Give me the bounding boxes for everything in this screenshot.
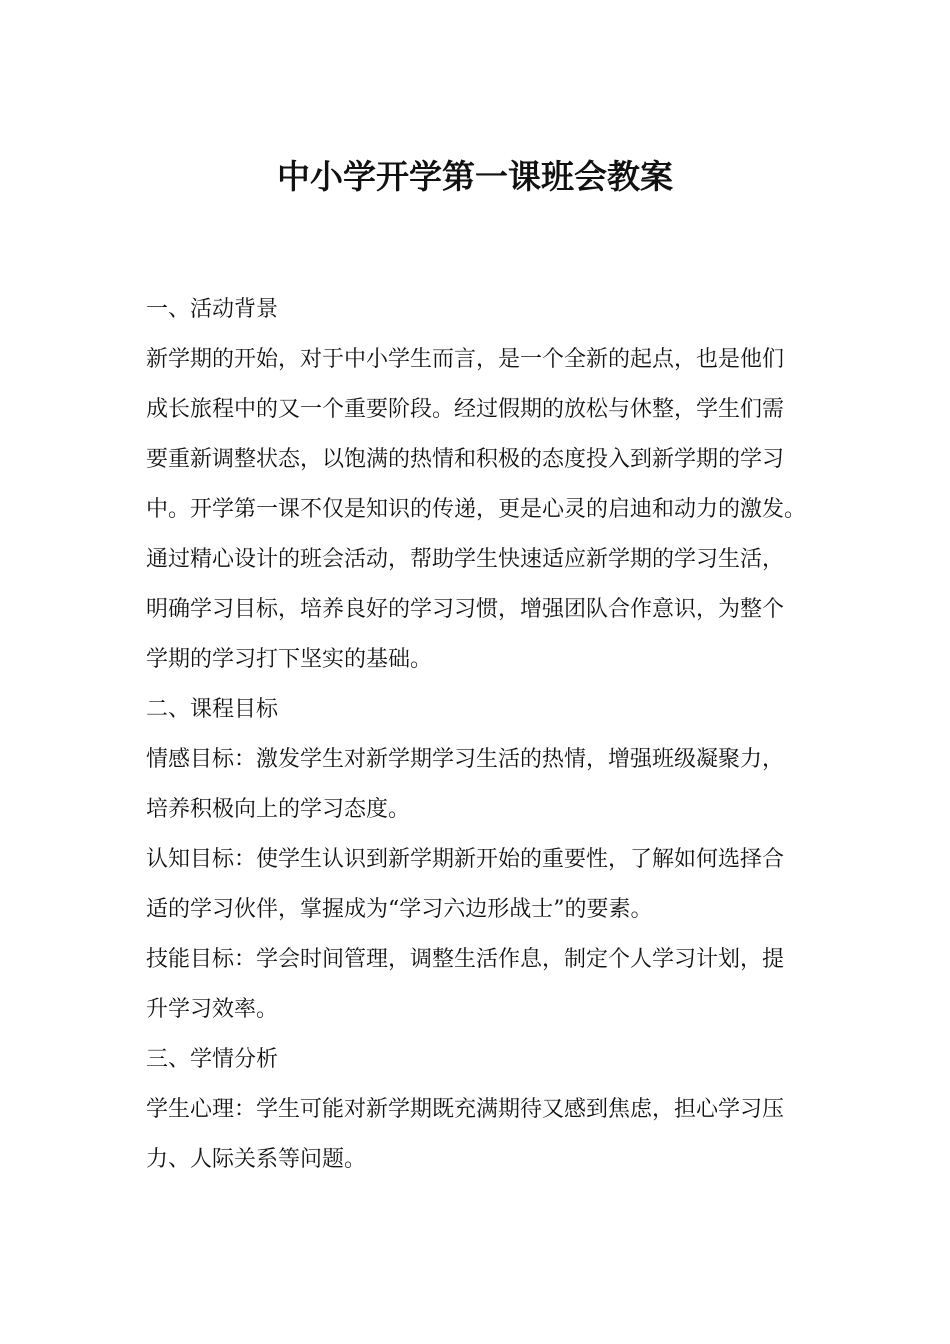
- section-heading-goals: 二、课程目标: [146, 697, 279, 722]
- section-heading-analysis: 三、学情分析: [146, 1047, 279, 1072]
- paragraph-line: 中。开学第一课不仅是知识的传递，更是心灵的启迪和动力的激发。: [146, 497, 807, 522]
- paragraph-line: 升学习效率。: [146, 997, 279, 1022]
- paragraph-line: 学期的学习打下坚实的基础。: [146, 647, 433, 672]
- document-title: 中小学开学第一课班会教案: [277, 157, 673, 196]
- paragraph-line: 技能目标：学会时间管理，调整生活作息，制定个人学习计划，提: [146, 947, 785, 972]
- paragraph-line: 要重新调整状态，以饱满的热情和积极的态度投入到新学期的学习: [146, 447, 785, 472]
- paragraph-line: 学生心理：学生可能对新学期既充满期待又感到焦虑，担心学习压: [146, 1097, 785, 1122]
- paragraph-line: 通过精心设计的班会活动，帮助学生快速适应新学期的学习生活，: [146, 547, 785, 572]
- paragraph-line: 明确学习目标，培养良好的学习习惯，增强团队合作意识，为整个: [146, 597, 785, 622]
- paragraph-line: 情感目标：激发学生对新学期学习生活的热情，增强班级凝聚力，: [146, 747, 785, 772]
- section-heading-background: 一、活动背景: [146, 297, 279, 322]
- paragraph-line: 成长旅程中的又一个重要阶段。经过假期的放松与休整，学生们需: [146, 397, 785, 422]
- paragraph-line: 培养积极向上的学习态度。: [146, 797, 411, 822]
- paragraph-line: 适的学习伙伴，掌握成为“学习六边形战士”的要素。: [146, 897, 653, 922]
- paragraph-line: 力、人际关系等问题。: [146, 1147, 367, 1172]
- document-body: [146, 290, 826, 1180]
- paragraph-line: 认知目标：使学生认识到新学期新开始的重要性，了解如何选择合: [146, 847, 785, 872]
- paragraph-line: 新学期的开始，对于中小学生而言，是一个全新的起点，也是他们: [146, 347, 785, 372]
